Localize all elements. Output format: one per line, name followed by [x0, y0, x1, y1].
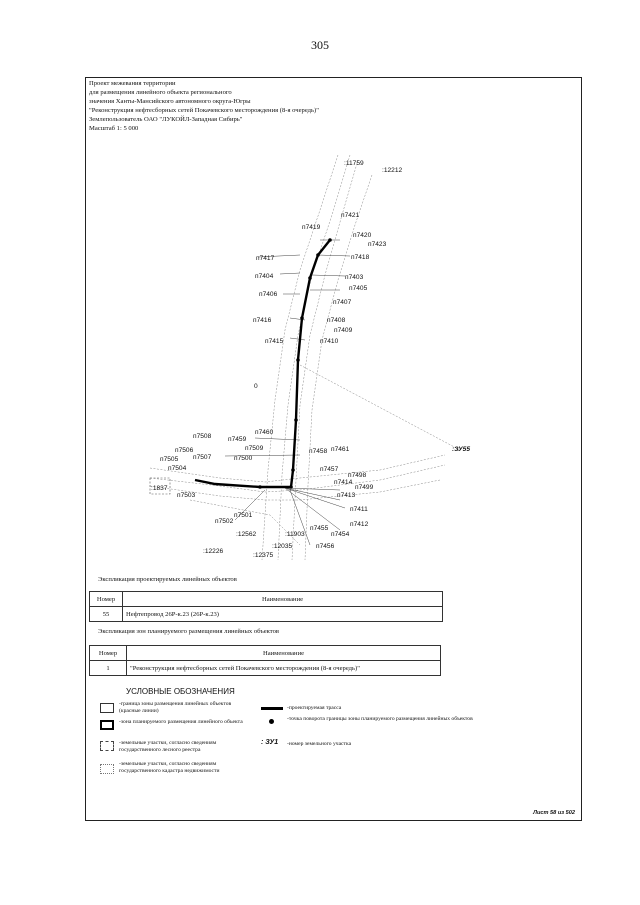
map-label: :12562	[236, 531, 257, 538]
map-label: п7501	[234, 512, 253, 519]
map-label: п7414	[334, 479, 353, 486]
map-label: :ЗУ55	[452, 446, 470, 453]
map-label: п7454	[331, 531, 350, 538]
map-label: п7410	[320, 338, 339, 345]
table-header-row	[90, 592, 443, 607]
map-label: п7407	[333, 299, 352, 306]
map-label: п7418	[351, 254, 370, 261]
map-label: п7506	[175, 447, 194, 454]
map-label: :12226	[203, 548, 224, 555]
map-label: п7423	[368, 241, 387, 248]
table-row	[90, 607, 443, 622]
map-label: п7421	[341, 212, 360, 219]
column-header: Наименование	[127, 646, 441, 661]
map-label: п7457	[320, 466, 339, 473]
map-label: п7460	[255, 429, 274, 436]
header-line: для размещения линейного объекта регионального	[89, 88, 232, 96]
map-label: п7508	[193, 433, 212, 440]
legend-zone: -зона планируемого размещения линейного объекта	[119, 719, 243, 725]
header-line: значения Ханты-Мансийского автономного округа-Югры	[89, 97, 251, 105]
header-line: "Реконструкция нефтесборных сетей Покачевского месторождения (8-я очередь)"	[89, 106, 319, 114]
zones-caption: Экспликация зон планируемого размещения линейных объектов	[98, 628, 280, 635]
table-header-row	[90, 646, 441, 661]
table-cell: 55	[90, 607, 123, 622]
leader-lines	[225, 240, 350, 545]
table-cell: Нефтепровод 26Р-к.23 (26Р-к.23)	[123, 607, 443, 622]
map-label: п7413	[337, 492, 356, 499]
legend-turn-point: -точка поворота границы зоны планируемого размещения линейных объектов	[287, 716, 473, 722]
zones-table	[89, 645, 441, 676]
map-label: :12035	[272, 543, 293, 550]
page-number: 305	[311, 38, 329, 52]
legend-forest: -земельные участки, согласно сведениям государственного лесного реестра	[119, 740, 217, 753]
sheet-number: Лист 58 из 502	[533, 810, 575, 816]
table-cell: "Реконструкция нефтесборных сетей Покачевского месторождения (8-я очередь)"	[127, 661, 441, 676]
forest-swatch	[100, 741, 114, 751]
cadastre-swatch	[100, 764, 114, 774]
map-label: п7500	[234, 455, 253, 462]
map-label: п7419	[302, 224, 321, 231]
map-label: п7412	[350, 521, 369, 528]
column-header: Номер	[90, 592, 123, 607]
legend-red-lines: -граница зоны размещения линейных объектов (красные линии)	[119, 701, 232, 714]
map-label: п7509	[245, 445, 264, 452]
table-cell: 1	[90, 661, 127, 676]
map-label: п7420	[353, 232, 372, 239]
map-label: п7456	[316, 543, 335, 550]
map-label: п7408	[327, 317, 346, 324]
map-label: п7461	[331, 446, 350, 453]
zu-symbol: : ЗУ1	[261, 739, 279, 746]
map-label: п7404	[255, 273, 274, 280]
map-label: 0	[254, 383, 258, 390]
map-label: п7455	[310, 525, 329, 532]
legend-zu: -номер земельного участка	[287, 741, 352, 747]
map-label: п7507	[193, 454, 212, 461]
map-label: п7403	[345, 274, 364, 281]
map-label: п7415	[265, 338, 284, 345]
map-label: п7504	[168, 465, 187, 472]
red-lines-swatch	[100, 703, 114, 713]
zone-swatch	[100, 720, 114, 730]
map-label: п7416	[253, 317, 272, 324]
legend-title: УСЛОВНЫЕ ОБОЗНАЧЕНИЯ	[126, 687, 235, 696]
map-label: п7505	[160, 456, 179, 463]
linear-objects-table	[89, 591, 443, 622]
map-label: п7458	[309, 448, 328, 455]
map-label: :12375	[253, 552, 274, 559]
map-label: :11759	[344, 160, 364, 167]
map-label: п7406	[259, 291, 278, 298]
scale-label: Масштаб 1: 5 000	[89, 124, 139, 132]
column-header: Наименование	[123, 592, 443, 607]
map-label: п7498	[348, 472, 367, 479]
turn-point-icon	[269, 719, 274, 724]
header-line: Проект межевания территории	[89, 80, 176, 87]
table-row	[90, 661, 441, 676]
column-header: Номер	[90, 646, 127, 661]
map-label: п7503	[177, 492, 196, 499]
parcel-boundaries	[150, 155, 460, 560]
map-label: п7409	[334, 327, 353, 334]
map-label: п7417	[256, 255, 275, 262]
linear-objects-caption: Экспликация проектируемых линейных объектов	[98, 576, 237, 583]
map-label: :11903	[285, 531, 305, 538]
map-label: :12212	[382, 167, 403, 174]
legend-cadastre: -земельные участки, согласно сведениям государственного кадастра недвижимости	[119, 761, 220, 774]
map-label: п7502	[215, 518, 234, 525]
route-swatch	[261, 707, 283, 710]
drawing-header	[89, 80, 319, 133]
header-line: Землепользователь ОАО "ЛУКОЙЛ-Западная Сибирь"	[89, 115, 243, 123]
map-label: п7499	[355, 484, 374, 491]
map-label: п7459	[228, 436, 247, 443]
cadastral-map	[85, 150, 582, 575]
map-label: п7411	[350, 506, 368, 513]
map-label: п7405	[349, 285, 368, 292]
legend-route: -проектируемая трасса	[287, 705, 342, 711]
map-label: :1837	[151, 485, 168, 492]
